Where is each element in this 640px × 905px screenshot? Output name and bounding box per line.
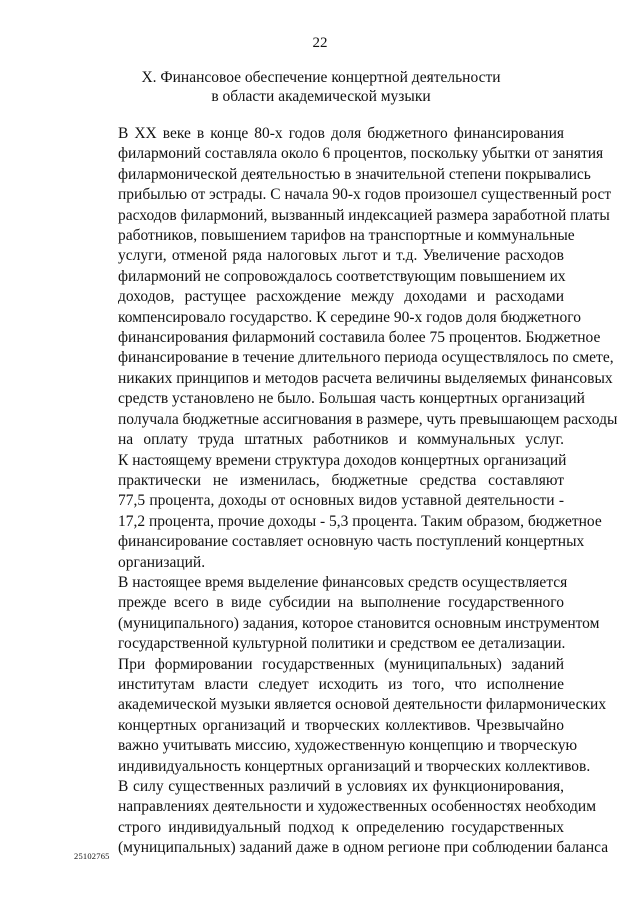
text-line: К настоящему времени структура доходов концертных организаций <box>118 451 567 469</box>
text-line: доходов, растущее расхождение между доходами и расходами <box>118 288 564 306</box>
text-line: финансирования филармоний составила более 75 процентов. Бюджетное <box>118 329 601 347</box>
text-line: строго индивидуальный подход к определению государственных <box>118 818 564 836</box>
text-line: услуги, отменой ряда налоговых льгот и т.д. Увеличение расходов <box>118 247 564 265</box>
text-line: средств установлено не было. Большая часть концертных организаций <box>118 390 585 408</box>
text-line: В настоящее время выделение финансовых средств осуществляется <box>118 573 568 591</box>
text-line: При формировании государственных (муниципальных) заданий <box>118 655 564 673</box>
text-line: расходов филармоний, вызванный индексацией размера заработной платы <box>118 206 610 224</box>
text-line: индивидуальность концертных организаций и творческих коллективов. <box>118 757 591 775</box>
text-line: концертных организаций и творческих коллективов. Чрезвычайно <box>118 716 564 734</box>
text-line: филармоний не сопровождалось соответствующим повышением их <box>118 267 566 285</box>
text-line: филармоний составляла около 6 процентов, поскольку убытки от занятия <box>118 145 604 163</box>
text-line: институтам власти следует исходить из того, что исполнение <box>118 675 564 693</box>
text-line: финансирование составляет основную часть поступлений концертных <box>118 533 585 551</box>
paragraph-2 <box>74 573 609 859</box>
text-line: практически не изменилась, бюджетные средства составляют <box>118 471 564 489</box>
text-line: 17,2 процента, прочие доходы - 5,3 процента. Таким образом, бюджетное <box>118 512 602 530</box>
text-line: (муниципальных) заданий даже в одном регионе при соблюдении баланса <box>118 839 609 857</box>
text-line: прежде всего в виде субсидии на выполнение государственного <box>118 594 564 612</box>
text-line: никаких принципов и методов расчета величины выделяемых финансовых <box>118 369 613 387</box>
text-line: компенсировало государство. К середине 90-х годов доля бюджетного <box>118 308 581 326</box>
text-line: финансирование в течение длительного периода осуществлялось по смете, <box>118 349 614 367</box>
text-line: государственной культурной политики и средством ее детализации. <box>118 635 566 653</box>
text-line: академической музыки является основой деятельности филармонических <box>118 696 607 714</box>
text-line: на оплату труда штатных работников и коммунальных услуг. <box>118 431 564 449</box>
document-code: 25102765 <box>74 851 110 861</box>
text-line: получала бюджетные ассигнования в размере, чуть превышающем расходы <box>118 410 618 428</box>
text-line: направлениях деятельности и художественных особенностях необходим <box>118 798 597 816</box>
paragraph-1 <box>74 124 618 573</box>
page-number: 22 <box>312 35 328 51</box>
text-line: прибылью от эстрады. С начала 90-х годов произошел существенный рост <box>118 186 612 204</box>
text-line: филармонической деятельностью в значительной степени покрывались <box>118 165 591 183</box>
text-line: В XX веке в конце 80-х годов доля бюджетного финансирования <box>118 125 564 142</box>
text-line: (муниципального) задания, которое становится основным инструментом <box>118 614 600 632</box>
section-title <box>74 68 568 106</box>
body-text <box>74 124 618 859</box>
text-line: организаций. <box>118 553 206 571</box>
text-line: важно учитывать миссию, художественную концепцию и творческую <box>118 737 578 755</box>
text-line: В силу существенных различий в условиях их функционирования, <box>118 778 564 795</box>
section-title-line-2: в области академической музыки <box>211 88 431 105</box>
section-title-line-1: X. Финансовое обеспечение концертной деятельности <box>141 69 501 86</box>
text-line: работников, повышением тарифов на транспортные и коммунальные <box>118 227 575 245</box>
text-line: 77,5 процента, доходы от основных видов уставной деятельности - <box>118 492 564 510</box>
